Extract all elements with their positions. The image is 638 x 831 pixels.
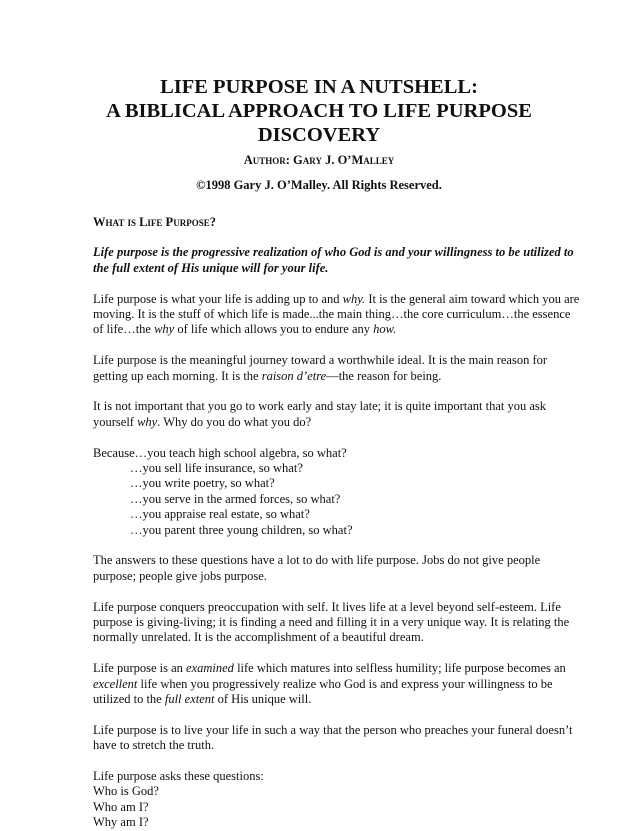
emphasis: why. [342, 291, 366, 306]
because-item: …you appraise real estate, so what? [130, 507, 310, 522]
paragraph-3 [93, 399, 553, 430]
text-span: life when you progressively realize who God is and express your willingness to be [137, 676, 553, 691]
emphasis: full extent [164, 692, 215, 707]
paragraph-5-line-1: Life purpose conquers preoccupation with self. It lives life at a level beyond self-esteem. Life [93, 599, 561, 614]
paragraph-3-line-2 [93, 415, 553, 430]
paragraph-5 [93, 599, 570, 646]
paragraph-5-line-3: normally unrelated. It is the accomplishment of a beautiful dream. [93, 630, 424, 645]
paragraph-4 [93, 553, 553, 584]
paragraph-1-line-1 [93, 291, 580, 307]
paragraph-6-line-1 [93, 661, 566, 676]
paragraph-7 [93, 722, 573, 754]
questions-intro: Life purpose asks these questions: [93, 769, 264, 784]
paragraph-5-line-2: purpose is giving-living; it is finding a need and filling it in a very unique way. It is relating the [93, 615, 570, 630]
emphasis: why [154, 322, 175, 337]
because-first-line: Because…you teach high school algebra, so what? [93, 445, 347, 460]
title-line-1: LIFE PURPOSE IN A NUTSHELL: [160, 76, 478, 98]
text-span: utilized to the [93, 692, 165, 707]
author-line: Author: Gary J. O’Malley [243, 153, 395, 167]
paragraph-6-line-2 [93, 677, 553, 692]
question-item: Who am I? [93, 799, 149, 814]
text-span: of His unique will. [214, 692, 312, 707]
lead-line-1: Life purpose is the progressive realization of who God is and your willingness to be utilized to [93, 245, 574, 260]
questions-list [93, 769, 553, 831]
text-span: It is the general aim toward which you are [365, 291, 580, 306]
paragraph-6-line-3 [93, 692, 553, 707]
text-span: Life purpose is what your life is adding up to and [93, 291, 343, 306]
text-span: of life which allows you to endure any [174, 322, 374, 337]
text-span: —the reason for being. [326, 368, 442, 383]
paragraph-1-line-2: moving. It is the stuff of which life is made...the main thing…the core curriculum…the essence [93, 307, 571, 322]
because-item: …you write poetry, so what? [130, 476, 275, 491]
title-line-2: A BIBLICAL APPROACH TO LIFE PURPOSE [106, 100, 532, 122]
text-span: . Why do you do what you do? [157, 414, 312, 429]
title-line-3: DISCOVERY [257, 124, 381, 146]
paragraph-7-line-1: Life purpose is to live your life in such a way that the person who preaches your funeral doesn’t [93, 722, 573, 737]
emphasis: excellent [93, 676, 138, 691]
document-body [93, 215, 580, 831]
copyright-line: ©1998 Gary J. O’Malley. All Rights Reserved. [196, 178, 442, 192]
paragraph-6 [93, 661, 566, 707]
document-title [60, 75, 578, 147]
text-span: Life purpose is an [93, 661, 187, 676]
text-span: of life…the [93, 322, 155, 337]
text-span: getting up each morning. It is the [93, 368, 262, 383]
paragraph-4-line-1: The answers to these questions have a lot to do with life purpose. Jobs do not give people [93, 553, 541, 568]
paragraph-2-line-1: Life purpose is the meaningful journey toward a worthwhile ideal. It is the main reason for [93, 353, 548, 368]
lead-line-2: the full extent of His unique will for your life. [93, 260, 329, 275]
text-span: life which matures into selfless humility; life purpose becomes an [233, 661, 566, 676]
because-item: …you parent three young children, so what? [130, 522, 353, 537]
because-item: …you serve in the armed forces, so what? [130, 491, 341, 506]
lead-paragraph [93, 245, 574, 276]
paragraph-3-line-1: It is not important that you go to work early and stay late; it is quite important that you ask [93, 399, 547, 414]
question-item: Who is God? [93, 784, 159, 799]
paragraph-2 [93, 353, 553, 384]
because-list [93, 446, 553, 538]
section-heading: What is Life Purpose? [93, 215, 216, 229]
emphasis: how. [373, 322, 397, 337]
emphasis: raison d’etre [261, 368, 327, 383]
paragraph-1 [93, 291, 580, 338]
question-item: Why am I? [93, 815, 149, 830]
paragraph-1-line-3 [93, 322, 553, 337]
emphasis: examined [186, 661, 234, 676]
paragraph-2-line-2 [93, 369, 553, 384]
paragraph-7-line-2: have to stretch the truth. [93, 738, 215, 753]
because-item: …you sell life insurance, so what? [130, 461, 303, 476]
text-span: yourself [93, 414, 138, 429]
emphasis: why [137, 414, 158, 429]
paragraph-4-line-2: purpose; people give jobs purpose. [93, 568, 267, 583]
